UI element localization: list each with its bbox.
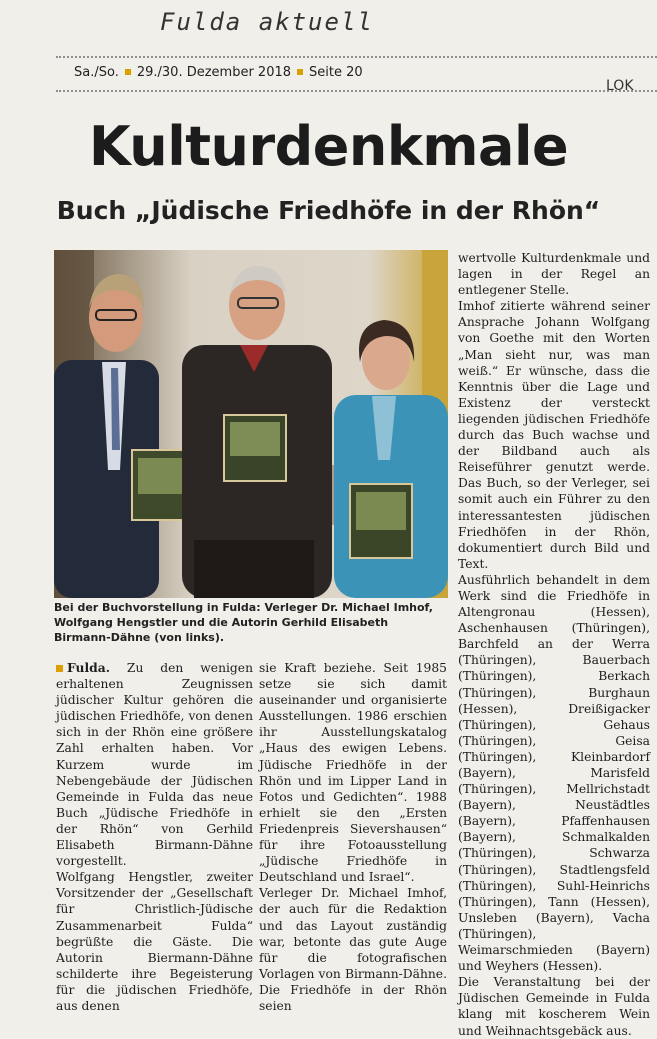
paragraph-goethe: Imhof zitierte während seiner Ansprache Johann Wolfgang von Goethe mit den Worten „Man sieht nur, was man weiß.“ Er wünsche, dass die Kenntnis über die Lage und Existenz der versteckt liegenden jüdischen Friedhöfe durch das Buch wachse und der Bildband auch als Reiseführer genutzt werde. Das Buch, so der Verleger, sei somit auch ein Führer zu den interessantesten jüdischen Friedhöfen in der Rhön, dokumentiert durch Bild und Text. [458, 299, 650, 571]
separator-square [125, 69, 131, 75]
article-column-3 [458, 250, 650, 1039]
article-column-2 [259, 660, 447, 1014]
article-column-1 [56, 660, 253, 1014]
article-photo [54, 250, 448, 598]
paragraph-closing: Die Veranstaltung bei der Jüdischen Gemeinde in Fulda klang mit koscherem Wein und Weihnachtsgebäck aus. [458, 975, 650, 1038]
paragraph-publisher: Verleger Dr. Michael Imhof, der auch für die Redaktion und das Layout zuständig war, betonte das gute Auge für die fotografischen Vorlagen von Birmann-Dähne. Die Friedhöfe in der Rhön seien [259, 886, 447, 1013]
book-left-icon [132, 450, 188, 520]
marker-square [56, 665, 63, 672]
photo-caption: Bei der Buchvorstellung in Fulda: Verleger Dr. Michael Imhof, Wolfgang Hengstler und die Autorin Gerhild Elisabeth Birmann-Dähne (von links). [54, 601, 433, 644]
paragraph-cemeteries: Ausführlich behandelt in dem Werk sind die Friedhöfe in Altengronau (Hessen), Aschenhausen (Thüringen), Barchfeld an der Werra (Thüringen), Bauerbach (Thüringen), Berkach (Thüringen), Burghaun (Hessen), Dreißigacker (Thüringen), Gehaus (Thüringen), Geisa (Thüringen), Kleinbardorf (Bayern), Marisfeld (Thüringen), Mellrichstadt (Bayern), Neustädtles (Bayern), Pfaffenhausen (Bayern), Schmalkalden (Thüringen), Schwarza (Thüringen), Stadtlengsfeld (Thüringen), Suhl-Heinrichs (Thüringen), Tann (Hessen), Unsleben (Bayern), Vacha (Thüringen), Weimarschmieden (Bayern) und Weyhers (Hessen). [458, 572, 650, 974]
weekday: Sa./So. [74, 65, 119, 80]
page-number: Seite 20 [309, 65, 363, 80]
separator-square [297, 69, 303, 75]
city-dateline: Fulda. [67, 660, 110, 675]
subheadline: Buch „Jüdische Friedhöfe in der Rhön“ [56, 196, 601, 225]
paragraph-author: sie Kraft beziehe. Seit 1985 setze sie sich damit auseinander und organisierte Ausstellungen. 1986 erschien ihr Ausstellungskatalog „Haus des ewigen Lebens. Jüdische Friedhöfe in der Rhön und im Lipper Land in Fotos und Gedichten“. 1988 erhielt sie den „Ersten Friedenpreis Sievershausen“ für ihre Fotoausstellung „Jüdische Friedhöfe in Deutschland und Israel“. [259, 661, 447, 885]
paragraph-intro: Zu den wenigen erhaltenen Zeugnissen jüdischer Kultur gehören die jüdischen Friedhöfe, von denen sich in der Rhön eine größere Zahl erhalten haben. Vor Kurzem wurde im Nebengebäude der Jüdischen Gemeinde in Fulda das neue Buch „Jüdische Friedhöfe in der Rhön“ von Gerhild Elisabeth Birmann-Dähne vorgestellt. [56, 661, 253, 869]
header-divider [56, 90, 657, 92]
handwritten-note: Fulda aktuell [160, 8, 374, 36]
top-divider [56, 56, 657, 58]
paragraph-continued: wertvolle Kulturdenkmale und lagen in der Regel an entlegener Stelle. [458, 251, 650, 298]
headline: Kulturdenkmale [88, 115, 569, 178]
dateline [74, 65, 363, 80]
issue-date: 29./30. Dezember 2018 [136, 65, 292, 80]
photo-illustration [54, 250, 448, 598]
paragraph-hengstler: Wolfgang Hengstler, zweiter Vorsitzender der „Gesellschaft für Christlich-Jüdische Zusammenarbeit Fulda“ begrüßte die Gäste. Die Autorin Biermann-Dähne schilderte ihre Begeisterung für die jüdischen Friedhöfe, aus denen [56, 870, 253, 1013]
section-label: LOK [606, 78, 634, 94]
